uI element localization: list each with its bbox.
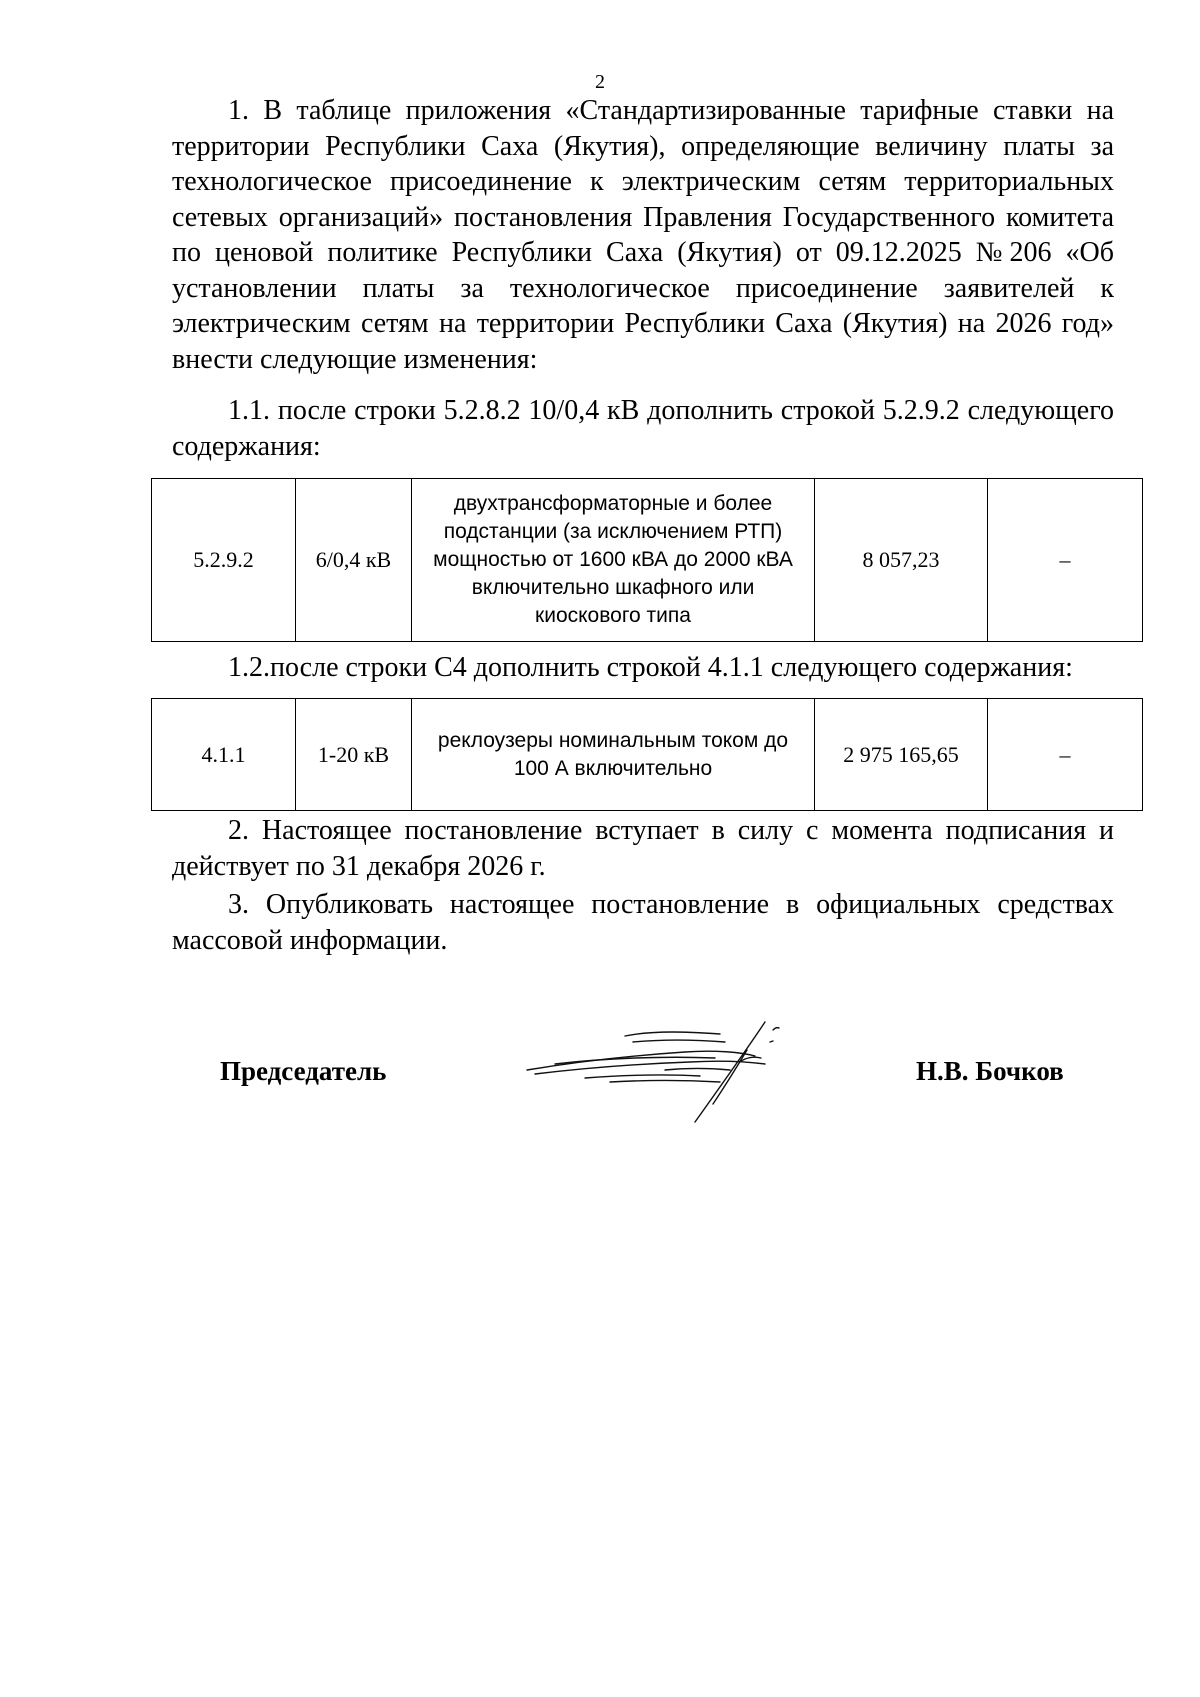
amendment-table-row-5-2-9-2 — [151, 478, 1143, 642]
page-number: 2 — [595, 71, 605, 93]
table-row — [152, 699, 1143, 811]
amendment-table-row-4-1-1 — [151, 698, 1143, 811]
paragraph-1: 1. В таблице приложения «Стандартизированные тарифные ставки на территории Республики Саха (Якутия), определяющие величину платы за технологическое присоединение к электрическим сетям территориальных сетевых организаций» постановления Правления Государственного комитета по ценовой политике Республики Саха (Якутия) от 09.12.2025 №206 «Об установлении платы за технологическое присоединение заявителей к электрическим сетям на территории Республики Саха (Якутия) на 2026 год» внести следующие изменения: — [172, 95, 1114, 375]
row-code: 5.2.9.2 — [152, 479, 296, 642]
row-description: реклоузеры номинальным током до 100 А включительно — [412, 699, 815, 811]
paragraph-2: 2. Настоящее постановление вступает в силу с момента подписания и действует по 31 декабря 2026 г. — [172, 815, 1114, 882]
row-extra: – — [988, 479, 1143, 642]
row-description: двухтрансформаторные и более подстанции (за исключением РТП) мощностью от 1600 кВА до 2000 кВА включительно шкафного или киоскового типа — [412, 479, 815, 642]
handwritten-signature — [515, 1012, 815, 1127]
table-row — [152, 479, 1143, 642]
row-voltage: 6/0,4 кВ — [296, 479, 412, 642]
signatory-name: Н.В. Бочков — [916, 1056, 1064, 1086]
paragraph-1-1: 1.1. после строки 5.2.8.2 10/0,4 кВ дополнить строкой 5.2.9.2 следующего содержания: — [172, 395, 1114, 462]
signatory-title: Председатель — [220, 1056, 387, 1086]
paragraph-3: 3. Опубликовать настоящее постановление в официальных средствах массовой информации. — [172, 889, 1114, 956]
row-code: 4.1.1 — [152, 699, 296, 811]
row-extra: – — [988, 699, 1143, 811]
row-voltage: 1-20 кВ — [296, 699, 412, 811]
row-rate: 8 057,23 — [815, 479, 988, 642]
row-rate: 2 975 165,65 — [815, 699, 988, 811]
paragraph-1-2: 1.2.после строки С4 дополнить строкой 4.1.1 следующего содержания: — [228, 652, 1073, 683]
